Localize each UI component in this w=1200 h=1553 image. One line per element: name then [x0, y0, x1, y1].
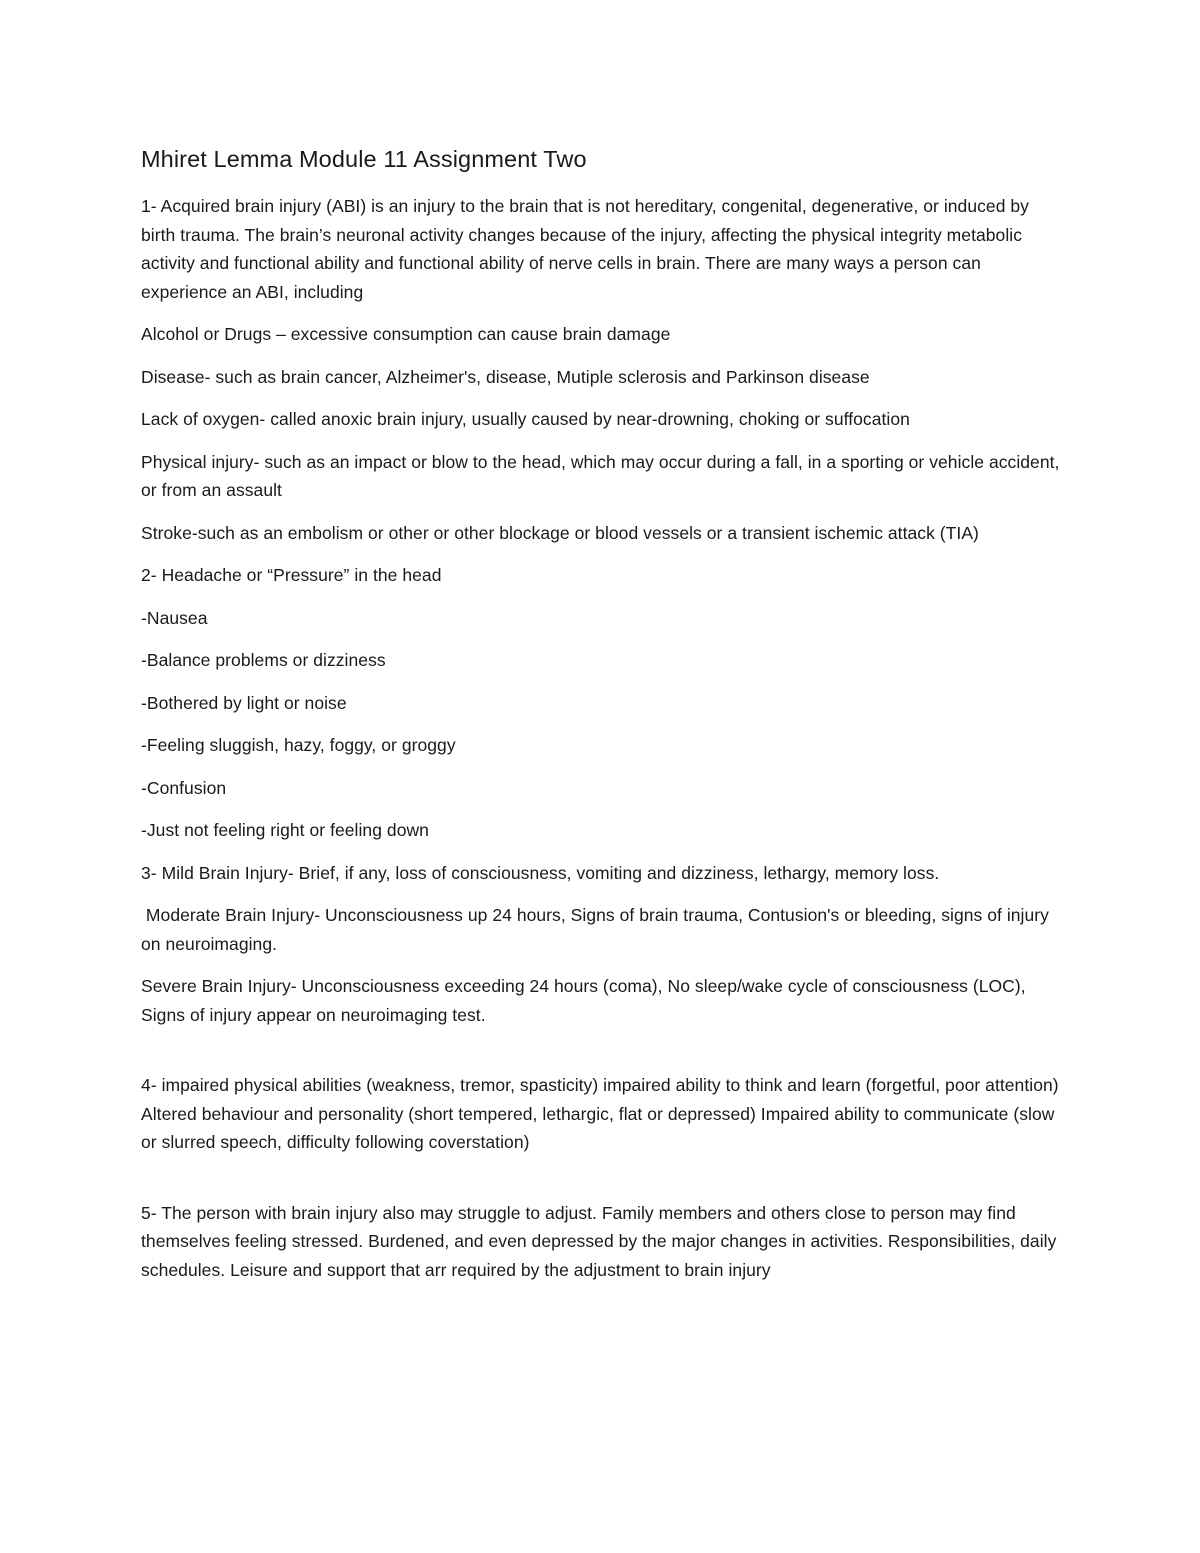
paragraph-symptom-headache: 2- Headache or “Pressure” in the head: [141, 565, 442, 585]
document-title: Mhiret Lemma Module 11 Assignment Two: [141, 146, 587, 172]
blank-line: [141, 1043, 1061, 1071]
paragraph-stroke: Stroke-such as an embolism or other or other blockage or blood vessels or a transient ischemic attack (TIA): [141, 522, 979, 543]
paragraph-symptom-light-noise: -Bothered by light or noise: [141, 692, 347, 713]
paragraph-lack-of-oxygen: Lack of oxygen- called anoxic brain injury, usually caused by near-drowning, choking or suffocation: [141, 409, 910, 429]
document-body: [141, 142, 1061, 1298]
paragraph-mild-injury: 3- Mild Brain Injury- Brief, if any, loss of consciousness, vomiting and dizziness, lethargy, memory loss.: [141, 862, 940, 883]
paragraph-impairments: 4- impaired physical abilities (weakness, tremor, spasticity) impaired ability to think and learn (forgetful, poor attention) Altered behaviour and personality (short tempered, lethargic, flat or depressed) Impaired ability to communicate (slow or slurred speech, difficulty following coverstation): [141, 1075, 1059, 1152]
paragraph-abi-definition: 1- Acquired brain injury (ABI) is an injury to the brain that is not hereditary, congenital, degenerative, or induced by birth trauma. The brain’s neuronal activity changes because of the injury, affecting the physical integrity metabolic activity and functional ability and functional ability of nerve cells in brain. There are many ways a person can experience an ABI, including: [141, 196, 1029, 302]
paragraph-symptom-nausea: -Nausea: [141, 607, 208, 628]
paragraph-adjustment: 5- The person with brain injury also may struggle to adjust. Family members and others close to person may find themselves feeling stressed. Burdened, and even depressed by the major changes in activities. Responsibilities, daily schedules. Leisure and support that arr required by the adjustment to brain injury: [141, 1202, 1057, 1280]
paragraph-moderate-injury: Moderate Brain Injury- Unconsciousness up 24 hours, Signs of brain trauma, Contusion's or bleeding, signs of injury on neuroimaging.: [141, 905, 1054, 954]
paragraph-physical-injury: Physical injury- such as an impact or blow to the head, which may occur during a fall, in a sporting or vehicle accident, or from an assault: [141, 451, 1060, 500]
paragraph-symptom-feeling-down: -Just not feeling right or feeling down: [141, 820, 429, 840]
paragraph-severe-injury: Severe Brain Injury- Unconsciousness exceeding 24 hours (coma), No sleep/wake cycle of consciousness (LOC), Signs of injury appear on neuroimaging test.: [141, 976, 1026, 1025]
paragraph-symptom-sluggish: -Feeling sluggish, hazy, foggy, or groggy: [141, 735, 456, 755]
paragraph-disease: Disease- such as brain cancer, Alzheimer's, disease, Mutiple sclerosis and Parkinson disease: [141, 366, 870, 387]
paragraph-alcohol-drugs: Alcohol or Drugs – excessive consumption can cause brain damage: [141, 324, 671, 344]
paragraph-symptom-balance: -Balance problems or dizziness: [141, 650, 386, 670]
blank-line: [141, 1171, 1061, 1199]
paragraph-symptom-confusion: -Confusion: [141, 777, 227, 798]
